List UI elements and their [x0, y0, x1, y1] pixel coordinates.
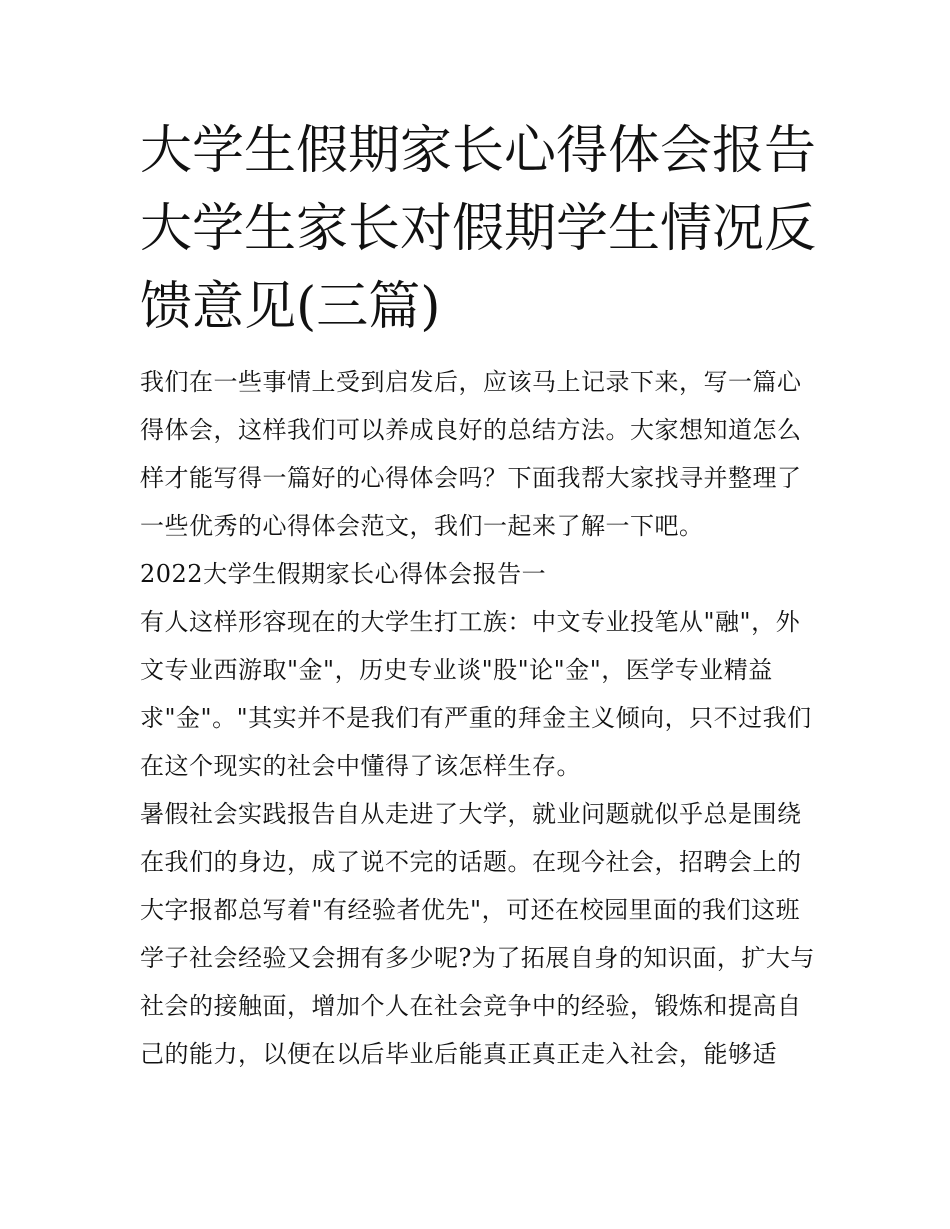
document-title: 大学生假期家长心得体会报告大学生家长对假期学生情况反馈意见(三篇)	[140, 121, 817, 337]
body-paragraph: 有人这样形容现在的大学生打工族：中文专业投笔从"融"，外文专业西游取"金"，历史专业谈"股"论"金"，医学专业精益求"金"。"其实并不是我们有严重的拜金主义倾向，只不过我们在这个现实的社会中懂得了该怎样生存。	[140, 608, 812, 780]
intro-paragraph: 我们在一些事情上受到启发后，应该马上记录下来，写一篇心得体会，这样我们可以养成良好的总结方法。大家想知道怎么样才能写得一篇好的心得体会吗？下面我帮大家找寻并整理了一些优秀的心得体会范文，我们一起来了解一下吧。	[140, 368, 802, 540]
body-paragraph: 暑假社会实践报告自从走进了大学，就业问题就似乎总是围绕在我们的身边，成了说不完的话题。在现今社会，招聘会上的大字报都总写着"有经验者优先"，可还在校园里面的我们这班学子社会经验又会拥有多少呢?为了拓展自身的知识面，扩大与社会的接触面，增加个人在社会竞争中的经验，锻炼和提高自己的能力，以便在以后毕业后能真正真正走入社会，能够适	[140, 800, 815, 1068]
document-body	[140, 358, 820, 1078]
section-heading: 2022大学生假期家长心得体会报告一	[140, 560, 547, 588]
